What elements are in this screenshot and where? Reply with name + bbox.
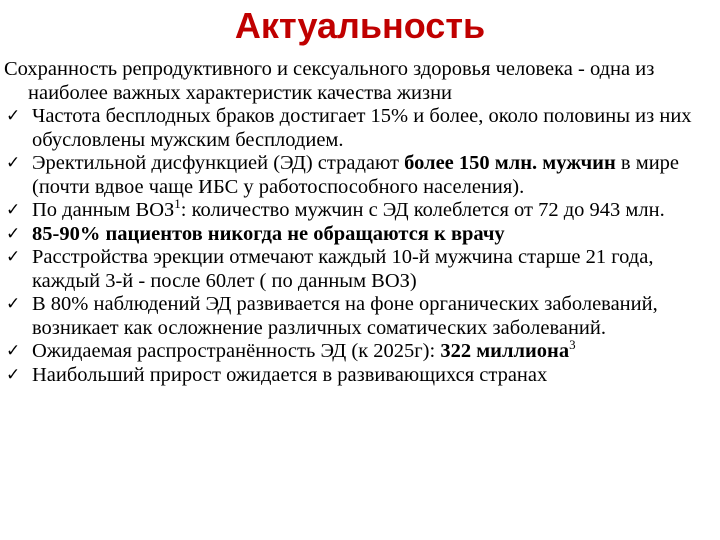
check-mark-icon: ✓ <box>6 223 21 244</box>
item-text: в мире (почти вдвое чаще ИБС у работоспособного населения). <box>32 152 680 198</box>
footnote-ref: 1 <box>174 196 181 212</box>
item-text: В 80% наблюдений ЭД развивается на фоне органических заболеваний, возникает как осложнение различных соматических заболеваний. <box>32 293 658 339</box>
list-item <box>4 246 716 293</box>
item-text: Эректильной дисфункцией (ЭД) страдают <box>32 152 405 174</box>
item-text: : количество мужчин с ЭД колеблется от 72 до 943 млн. <box>180 199 665 221</box>
list-item <box>4 105 716 152</box>
list-item <box>4 293 716 340</box>
item-text: Расстройства эрекции отмечают каждый 10-й мужчина старше 21 года, каждый 3-й - после 60лет ( по данным ВОЗ) <box>32 246 654 292</box>
item-emphasis: 85-90% пациентов никогда не обращаются к врачу <box>32 222 505 245</box>
check-mark-icon: ✓ <box>6 153 21 173</box>
check-mark-icon: ✓ <box>6 364 21 385</box>
bullet-list <box>4 105 716 387</box>
check-mark-icon: ✓ <box>6 247 21 267</box>
check-mark-icon: ✓ <box>6 294 21 314</box>
item-text: Частота бесплодных браков достигает 15% и более, около половины из них обусловлены мужским бесплодием. <box>32 105 692 151</box>
footnote-ref: 3 <box>569 337 576 353</box>
check-mark-icon: ✓ <box>6 106 21 126</box>
item-text: По данным ВОЗ <box>32 199 175 221</box>
list-item <box>4 223 716 247</box>
item-text: Ожидаемая распространённость ЭД (к 2025г): <box>32 340 441 362</box>
slide-content <box>4 58 716 387</box>
list-item <box>4 364 716 388</box>
item-emphasis: более 150 млн. мужчин <box>404 152 616 174</box>
list-item <box>4 152 716 199</box>
intro-paragraph: Сохранность репродуктивного и сексуального здоровья человека - одна из наиболее важных характеристик качества жизни <box>4 58 655 104</box>
check-mark-icon: ✓ <box>6 200 21 220</box>
list-item <box>4 337 716 364</box>
check-mark-icon: ✓ <box>6 341 21 361</box>
list-item <box>4 196 716 223</box>
page-title: Актуальность <box>234 5 486 46</box>
item-emphasis: 322 миллиона <box>440 340 570 362</box>
item-text: Наибольший прирост ожидается в развивающихся странах <box>32 363 548 386</box>
